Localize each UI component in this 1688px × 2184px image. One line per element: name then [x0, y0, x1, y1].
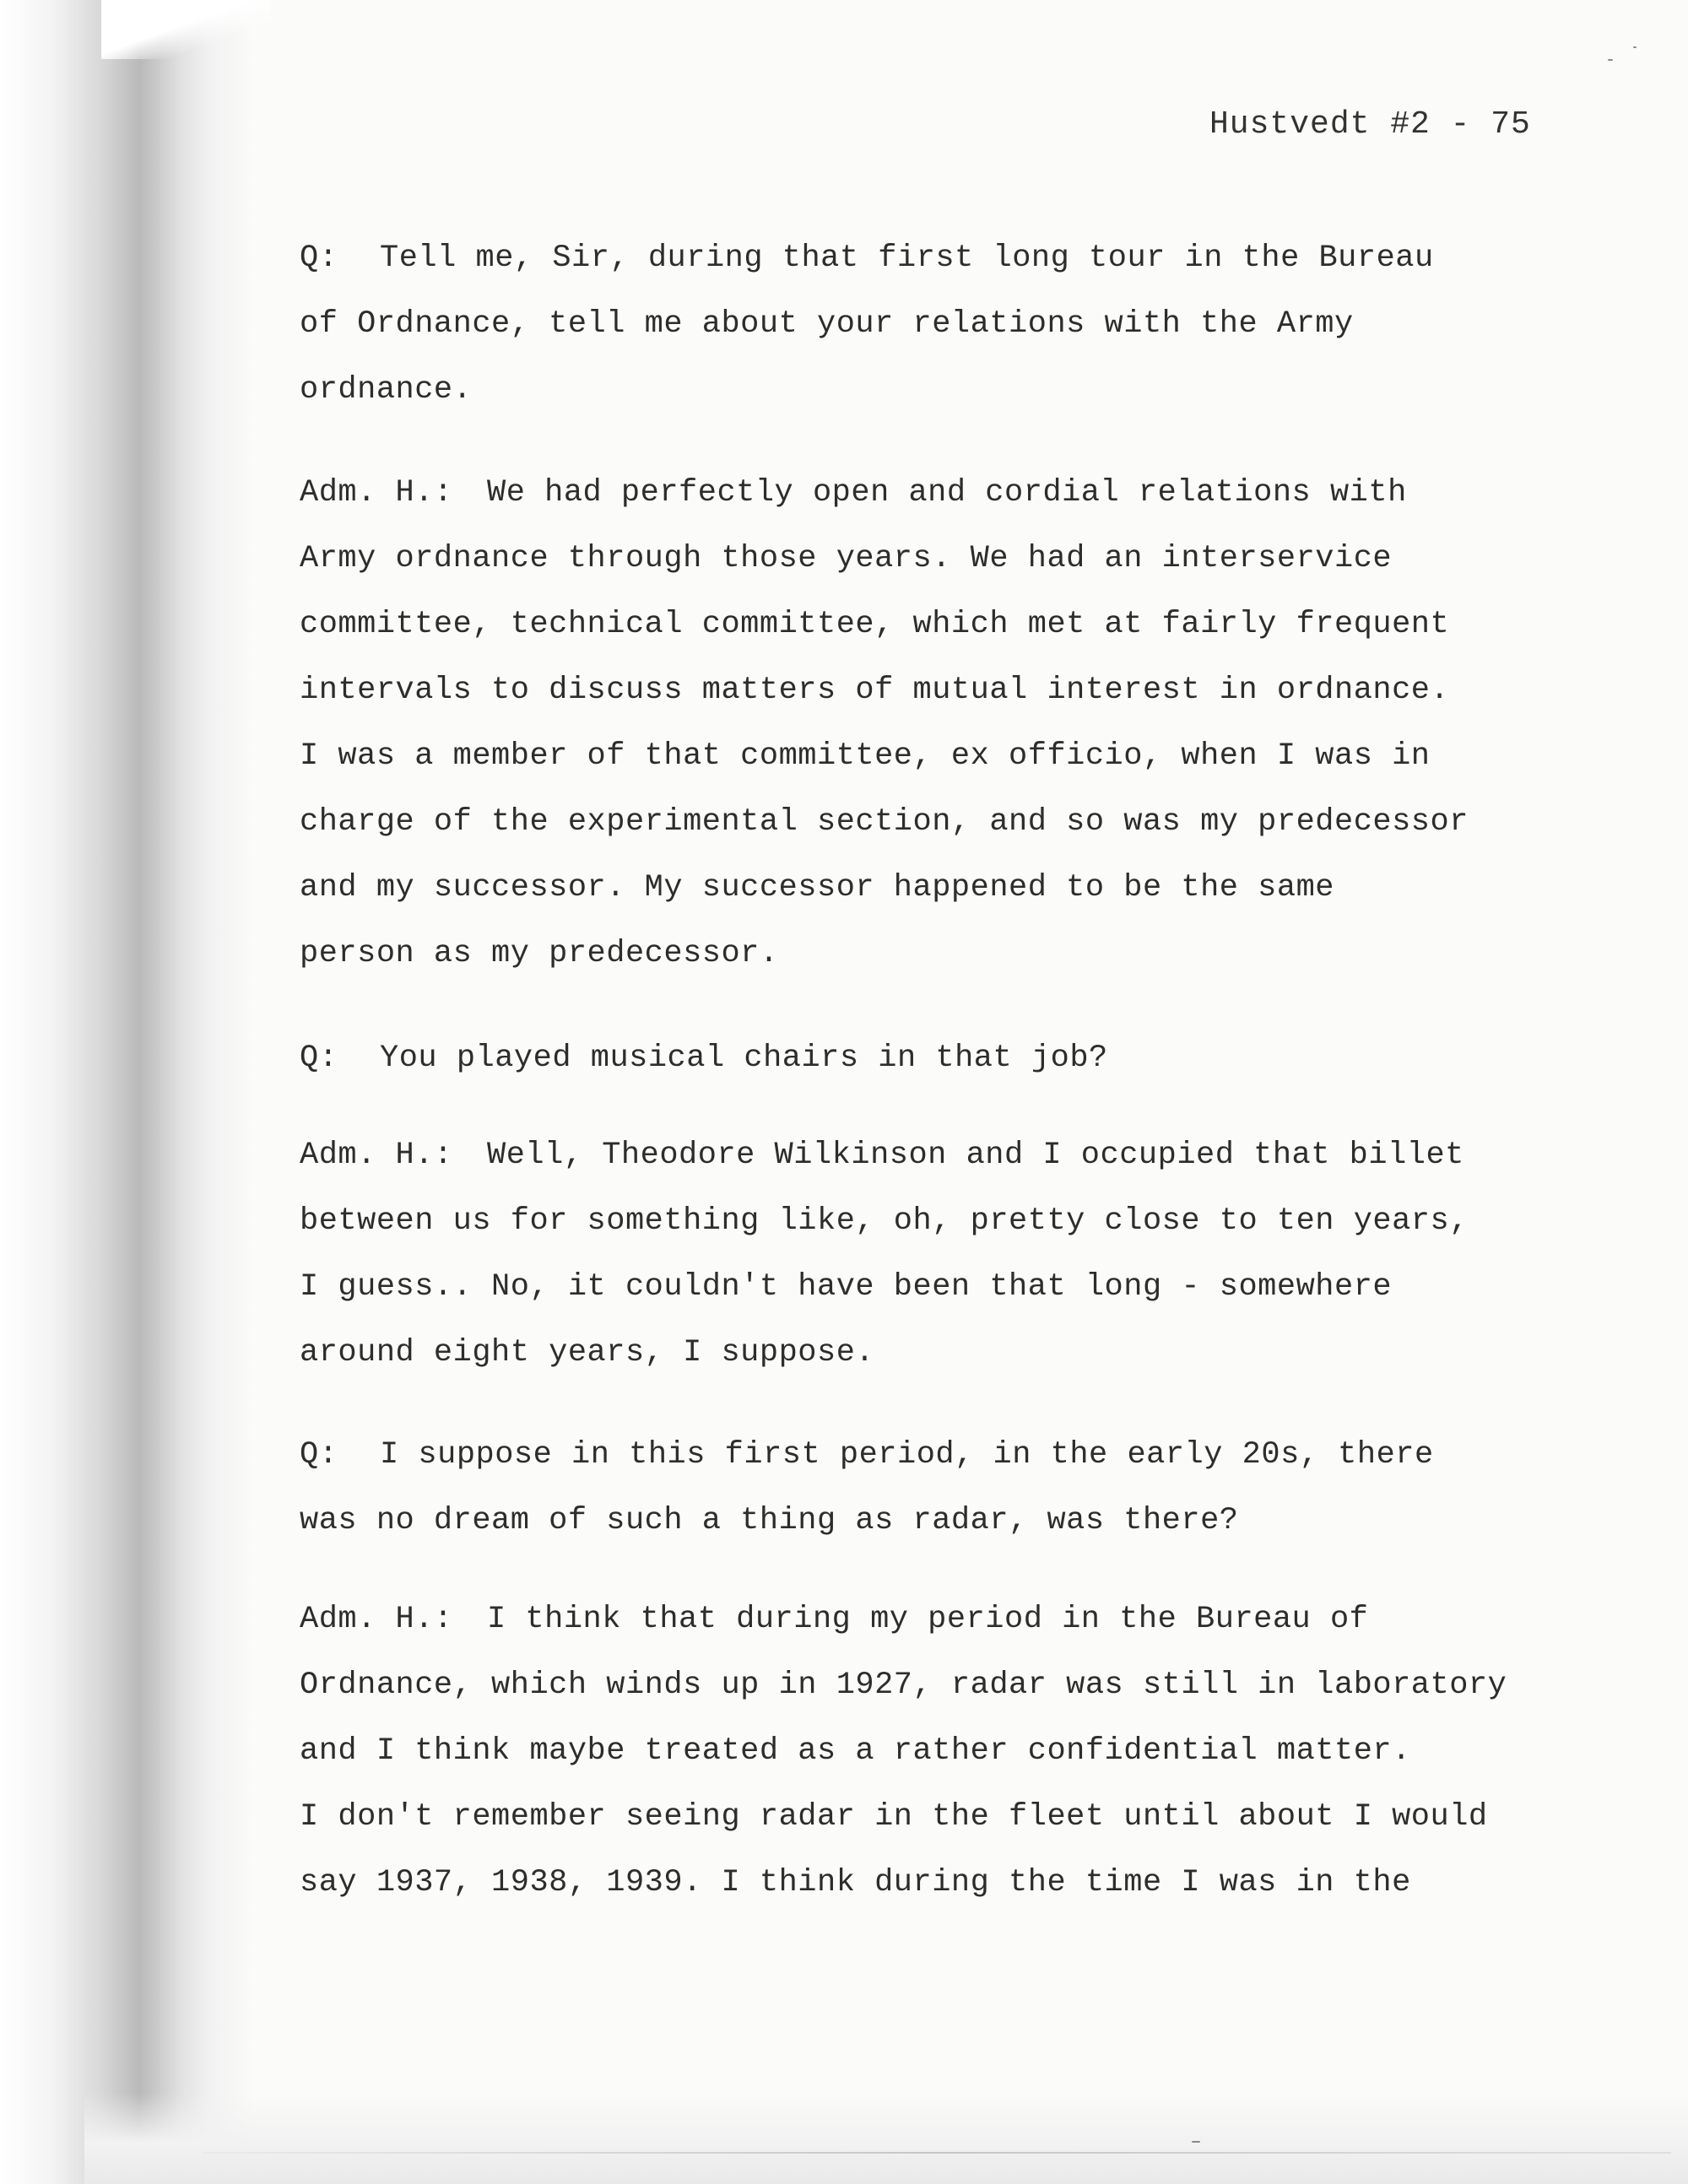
question-block: [300, 225, 1549, 423]
text-line: committee, technical committee, which met at fairly frequent: [300, 607, 1450, 642]
page-fold-bottom: [84, 2093, 1688, 2184]
text-line: charge of the experimental section, and so was my predecessor: [300, 804, 1469, 840]
speaker-label: Adm. H.:: [300, 1602, 453, 1637]
answer-block: [300, 460, 1549, 987]
line-text: Well, Theodore Wilkinson and I occupied that billet: [487, 1138, 1464, 1173]
speaker-label: Q:: [300, 1437, 338, 1473]
scan-speck: [1633, 46, 1637, 48]
text-line: [300, 1025, 1549, 1091]
text-line: ordnance.: [300, 372, 473, 408]
text-line: and I think maybe treated as a rather confidential matter.: [300, 1733, 1411, 1769]
page-fold-top: [101, 0, 270, 59]
binding-shadow: [0, 0, 253, 2184]
text-line: [300, 460, 1549, 526]
text-line: of Ordnance, tell me about your relations with the Army: [300, 306, 1354, 342]
answer-block: [300, 1122, 1549, 1386]
question-block: [300, 1422, 1549, 1554]
line-text: We had perfectly open and cordial relations with: [487, 475, 1407, 511]
text-line: between us for something like, oh, pretty close to ten years,: [300, 1203, 1469, 1239]
text-line: [300, 225, 1549, 291]
text-line: I was a member of that committee, ex officio, when I was in: [300, 738, 1431, 774]
line-text: I think that during my period in the Bureau of: [487, 1602, 1369, 1637]
page-bottom-edge: [203, 2152, 1671, 2154]
text-line: I don't remember seeing radar in the fleet until about I would: [300, 1799, 1488, 1835]
line-text: You played musical chairs in that job?: [380, 1041, 1108, 1076]
text-line: [300, 1587, 1549, 1652]
question-block: [300, 1025, 1549, 1091]
text-line: around eight years, I suppose.: [300, 1335, 875, 1370]
text-line: I guess.. No, it couldn't have been that long - somewhere: [300, 1269, 1393, 1305]
text-line: was no dream of such a thing as radar, was there?: [300, 1503, 1239, 1538]
page-header: Hustvedt #2 - 75: [1209, 106, 1531, 143]
speaker-label: Adm. H.:: [300, 475, 453, 511]
speaker-label: Q:: [300, 1041, 338, 1076]
line-text: I suppose in this first period, in the early 20s, there: [380, 1437, 1434, 1473]
text-line: [300, 1422, 1549, 1488]
text-line: person as my predecessor.: [300, 936, 779, 971]
text-line: Army ordnance through those years. We had an interservice: [300, 541, 1393, 576]
answer-block: [300, 1587, 1549, 1916]
line-text: Tell me, Sir, during that first long tour in the Bureau: [380, 241, 1434, 276]
text-line: and my successor. My successor happened to be the same: [300, 870, 1334, 905]
text-line: intervals to discuss matters of mutual interest in ordnance.: [300, 673, 1450, 708]
speaker-label: Q:: [300, 241, 338, 276]
scan-speck: [1608, 59, 1613, 61]
scan-speck: [1192, 2141, 1200, 2143]
text-line: say 1937, 1938, 1939. I think during the time I was in the: [300, 1865, 1411, 1900]
speaker-label: Adm. H.:: [300, 1138, 453, 1173]
text-line: [300, 1122, 1549, 1188]
text-line: Ordnance, which winds up in 1927, radar was still in laboratory: [300, 1668, 1507, 1703]
